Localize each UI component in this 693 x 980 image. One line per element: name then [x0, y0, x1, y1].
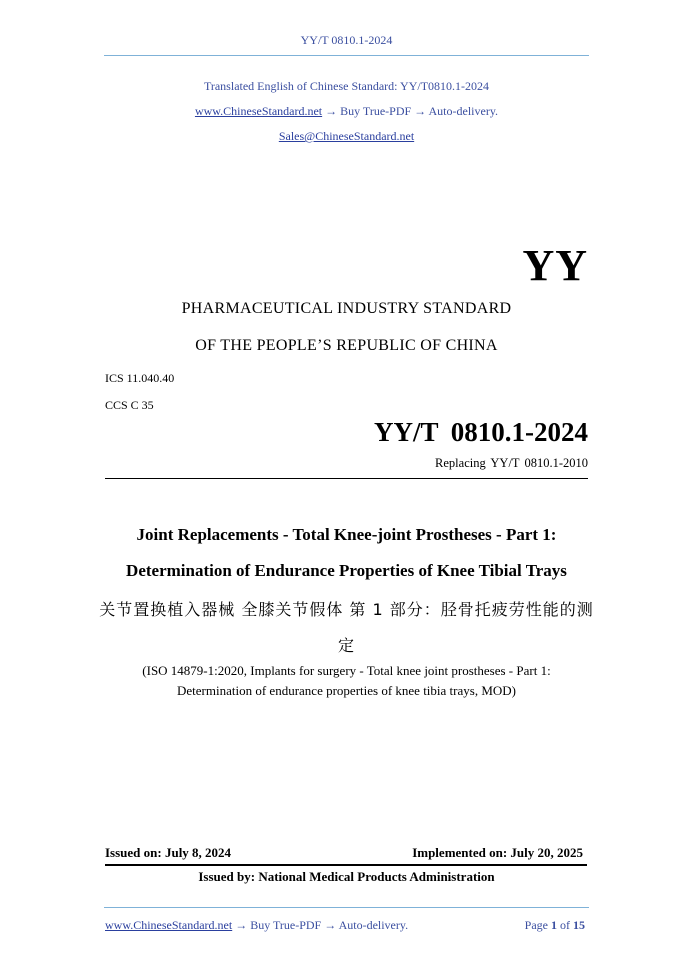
- header-doc-code: YY/T 0810.1-2024: [300, 33, 393, 47]
- purchase-text: → Buy True-PDF → Auto-delivery.: [325, 104, 499, 118]
- issued-date: Issued on: July 8, 2024: [105, 845, 232, 860]
- page-current: 1: [551, 918, 557, 932]
- header-divider: [104, 55, 589, 56]
- issue-divider: [105, 864, 587, 866]
- industry-line-1: PHARMACEUTICAL INDUSTRY STANDARD: [181, 300, 512, 317]
- iso-reference-line-2: Determination of endurance properties of knee tibia trays, MOD): [177, 683, 516, 698]
- page-indicator: [525, 918, 585, 933]
- translation-notice: Translated English of Chinese Standard: YY/T0810.1-2024: [203, 79, 490, 93]
- replacing-note: Replacing YY/T 0810.1-2010: [435, 456, 588, 470]
- footer-purchase-line: [105, 918, 408, 933]
- ics-code: ICS 11.040.40: [105, 371, 175, 385]
- sales-email-link[interactable]: Sales@ChineseStandard.net: [278, 129, 415, 143]
- title-cn-line-2: 定: [337, 636, 355, 655]
- site-link[interactable]: www.ChineseStandard.net: [194, 104, 323, 118]
- footer-divider: [104, 907, 589, 908]
- footer-site-link[interactable]: www.ChineseStandard.net: [105, 918, 233, 932]
- standard-mark: YY: [522, 241, 588, 290]
- iso-reference-line-1: (ISO 14879-1:2020, Implants for surgery - Total knee joint prostheses - Part 1:: [142, 663, 551, 678]
- title-en-line-2: Determination of Endurance Properties of Knee Tibial Trays: [126, 561, 567, 580]
- page-of: of: [560, 918, 570, 932]
- industry-line-2: OF THE PEOPLE’S REPUBLIC OF CHINA: [195, 337, 498, 354]
- ccs-code: CCS C 35: [105, 398, 154, 412]
- title-cn-line-1: 关节置换植入器械 全膝关节假体 第 1 部分：胫骨托疲劳性能的测: [99, 600, 594, 619]
- issuing-authority: Issued by: National Medical Products Administration: [198, 869, 495, 884]
- title-en-line-1: Joint Replacements - Total Knee-joint Prostheses - Part 1:: [136, 525, 557, 544]
- title-divider: [105, 478, 588, 479]
- standard-number: YY/T 0810.1-2024: [373, 417, 588, 447]
- email-line: [0, 129, 693, 144]
- page-label: Page: [524, 918, 548, 932]
- translation-purchase-line: [0, 104, 693, 119]
- page-total: 15: [573, 918, 585, 932]
- implemented-date: Implemented on: July 20, 2025: [412, 845, 583, 860]
- footer-purchase-text: → Buy True-PDF → Auto-delivery.: [232, 918, 409, 932]
